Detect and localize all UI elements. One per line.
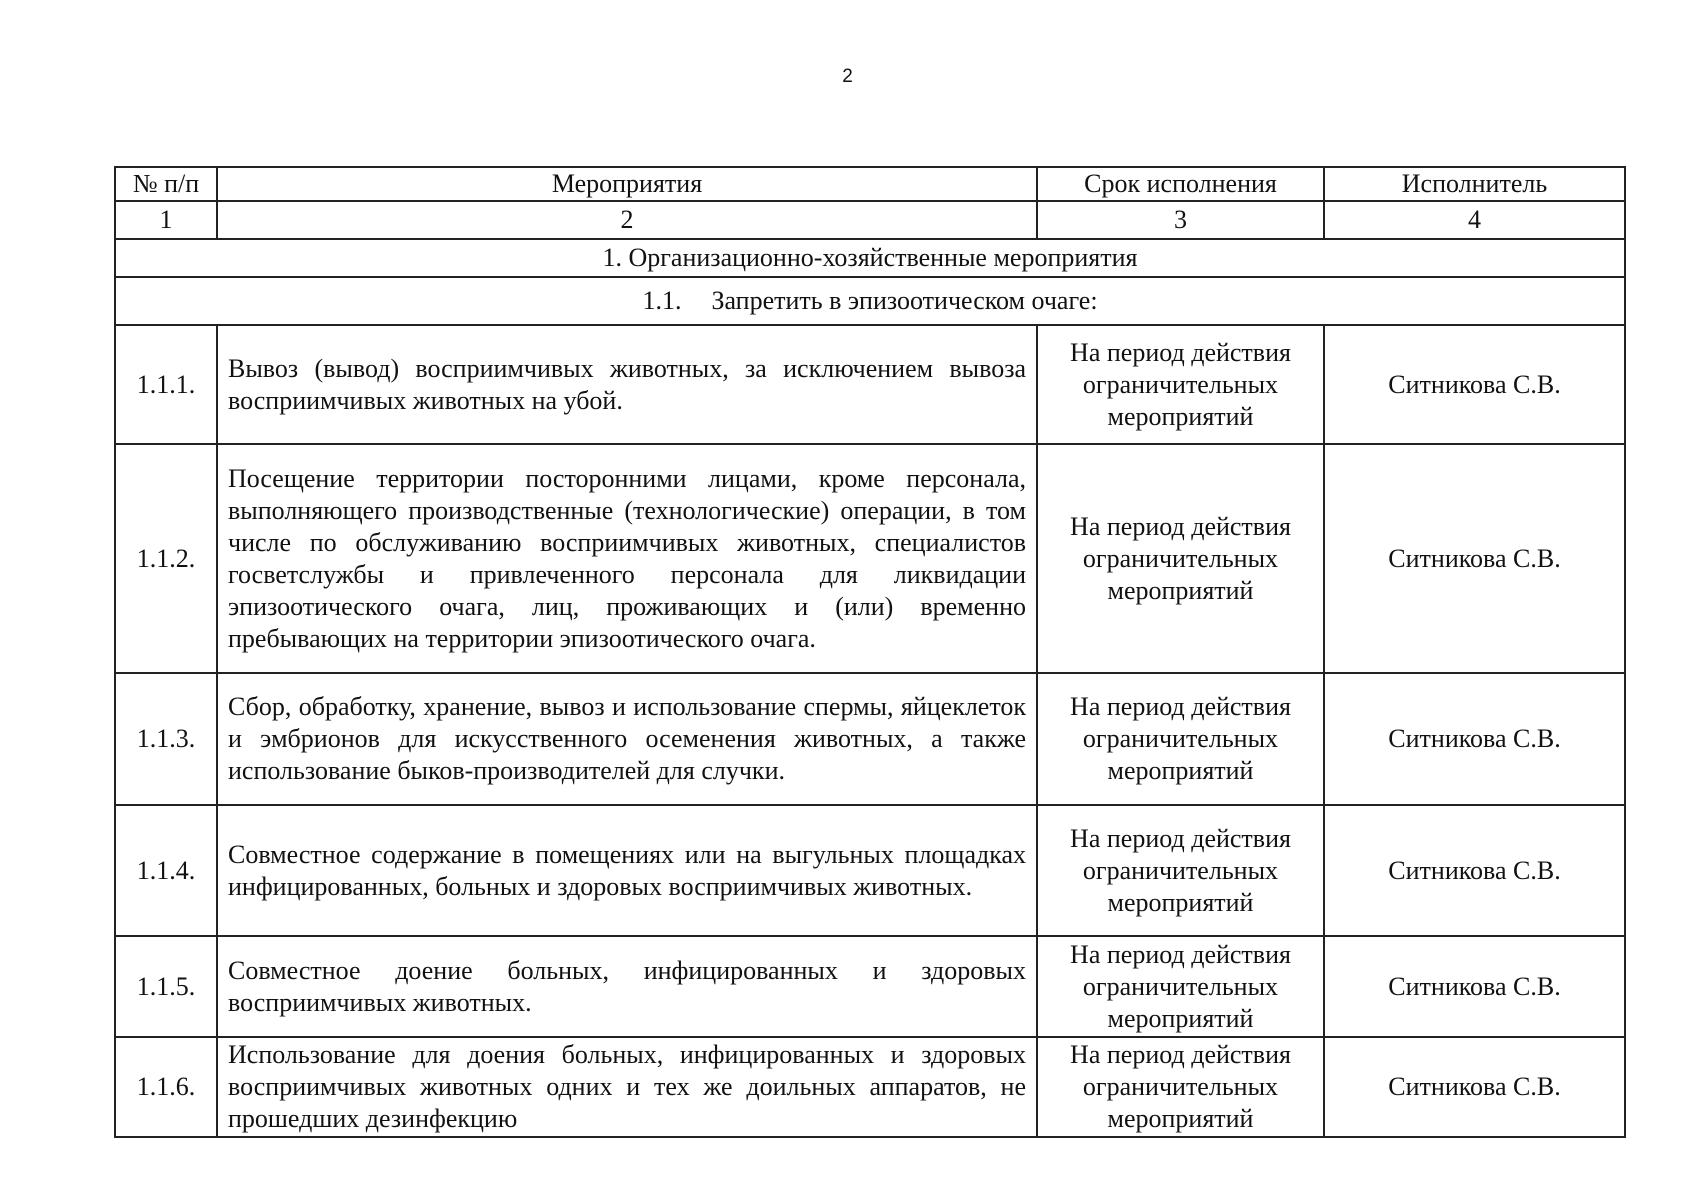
header-executor: Исполнитель <box>1324 167 1625 201</box>
subsection-title: Запретить в эпизоотическом очаге: <box>711 286 1098 315</box>
header-row <box>115 167 1625 201</box>
row-term: На период действия ограничительных мероприятий <box>1037 444 1324 673</box>
row-measure: Посещение территории посторонними лицами, кроме персонала, выполняющего производственные (технологические) операции, в том числе по обслуживанию восприимчивых животных, специалистов госветслужбы и привлеченного персонала для ликвидации эпизоотического очага, лиц, проживающих и (или) временно пребывающих на территории эпизоотического очага. <box>217 444 1037 673</box>
subsection-row <box>115 277 1625 325</box>
table-row <box>115 1037 1625 1137</box>
table-row <box>115 936 1625 1037</box>
row-number: 1.1.6. <box>115 1037 217 1137</box>
row-measure: Совместное содержание в помещениях или на выгульных площадках инфицированных, больных и здоровых восприимчивых животных. <box>217 805 1037 936</box>
row-term: На период действия ограничительных мероприятий <box>1037 936 1324 1037</box>
table-row <box>115 444 1625 673</box>
measures-table <box>114 166 1626 1138</box>
column-number-row <box>115 201 1625 239</box>
row-executor: Ситникова С.В. <box>1324 325 1625 444</box>
section-row <box>115 239 1625 277</box>
row-number: 1.1.1. <box>115 325 217 444</box>
subsection-number: 1.1. <box>642 286 682 315</box>
row-executor: Ситникова С.В. <box>1324 936 1625 1037</box>
row-number: 1.1.2. <box>115 444 217 673</box>
row-executor: Ситникова С.В. <box>1324 673 1625 805</box>
row-term: На период действия ограничительных мероприятий <box>1037 1037 1324 1137</box>
header-number: № п/п <box>115 167 217 201</box>
subsection-cell <box>115 277 1625 325</box>
row-number: 1.1.3. <box>115 673 217 805</box>
row-measure: Вывоз (вывод) восприимчивых животных, за исключением вывоза восприимчивых животных на убой. <box>217 325 1037 444</box>
page-number: 2 <box>842 66 853 87</box>
table-row <box>115 805 1625 936</box>
row-measure: Совместное доение больных, инфицированных и здоровых восприимчивых животных. <box>217 936 1037 1037</box>
row-measure: Использование для доения больных, инфицированных и здоровых восприимчивых животных одних и тех же доильных аппаратов, не прошедших дезинфекцию <box>217 1037 1037 1137</box>
column-number: 1 <box>115 201 217 239</box>
header-term: Срок исполнения <box>1037 167 1324 201</box>
row-number: 1.1.4. <box>115 805 217 936</box>
table-row <box>115 673 1625 805</box>
column-number: 2 <box>217 201 1037 239</box>
row-measure: Сбор, обработку, хранение, вывоз и использование спермы, яйцеклеток и эмбрионов для искусственного осеменения животных, а также использование быков-производителей для случки. <box>217 673 1037 805</box>
row-term: На период действия ограничительных мероприятий <box>1037 805 1324 936</box>
row-number: 1.1.5. <box>115 936 217 1037</box>
table-row <box>115 325 1625 444</box>
section-title: 1. Организационно-хозяйственные мероприятия <box>115 239 1625 277</box>
column-number: 4 <box>1324 201 1625 239</box>
header-measures: Мероприятия <box>217 167 1037 201</box>
row-term: На период действия ограничительных мероприятий <box>1037 673 1324 805</box>
row-term: На период действия ограничительных мероприятий <box>1037 325 1324 444</box>
row-executor: Ситникова С.В. <box>1324 444 1625 673</box>
row-executor: Ситникова С.В. <box>1324 805 1625 936</box>
row-executor: Ситникова С.В. <box>1324 1037 1625 1137</box>
column-number: 3 <box>1037 201 1324 239</box>
